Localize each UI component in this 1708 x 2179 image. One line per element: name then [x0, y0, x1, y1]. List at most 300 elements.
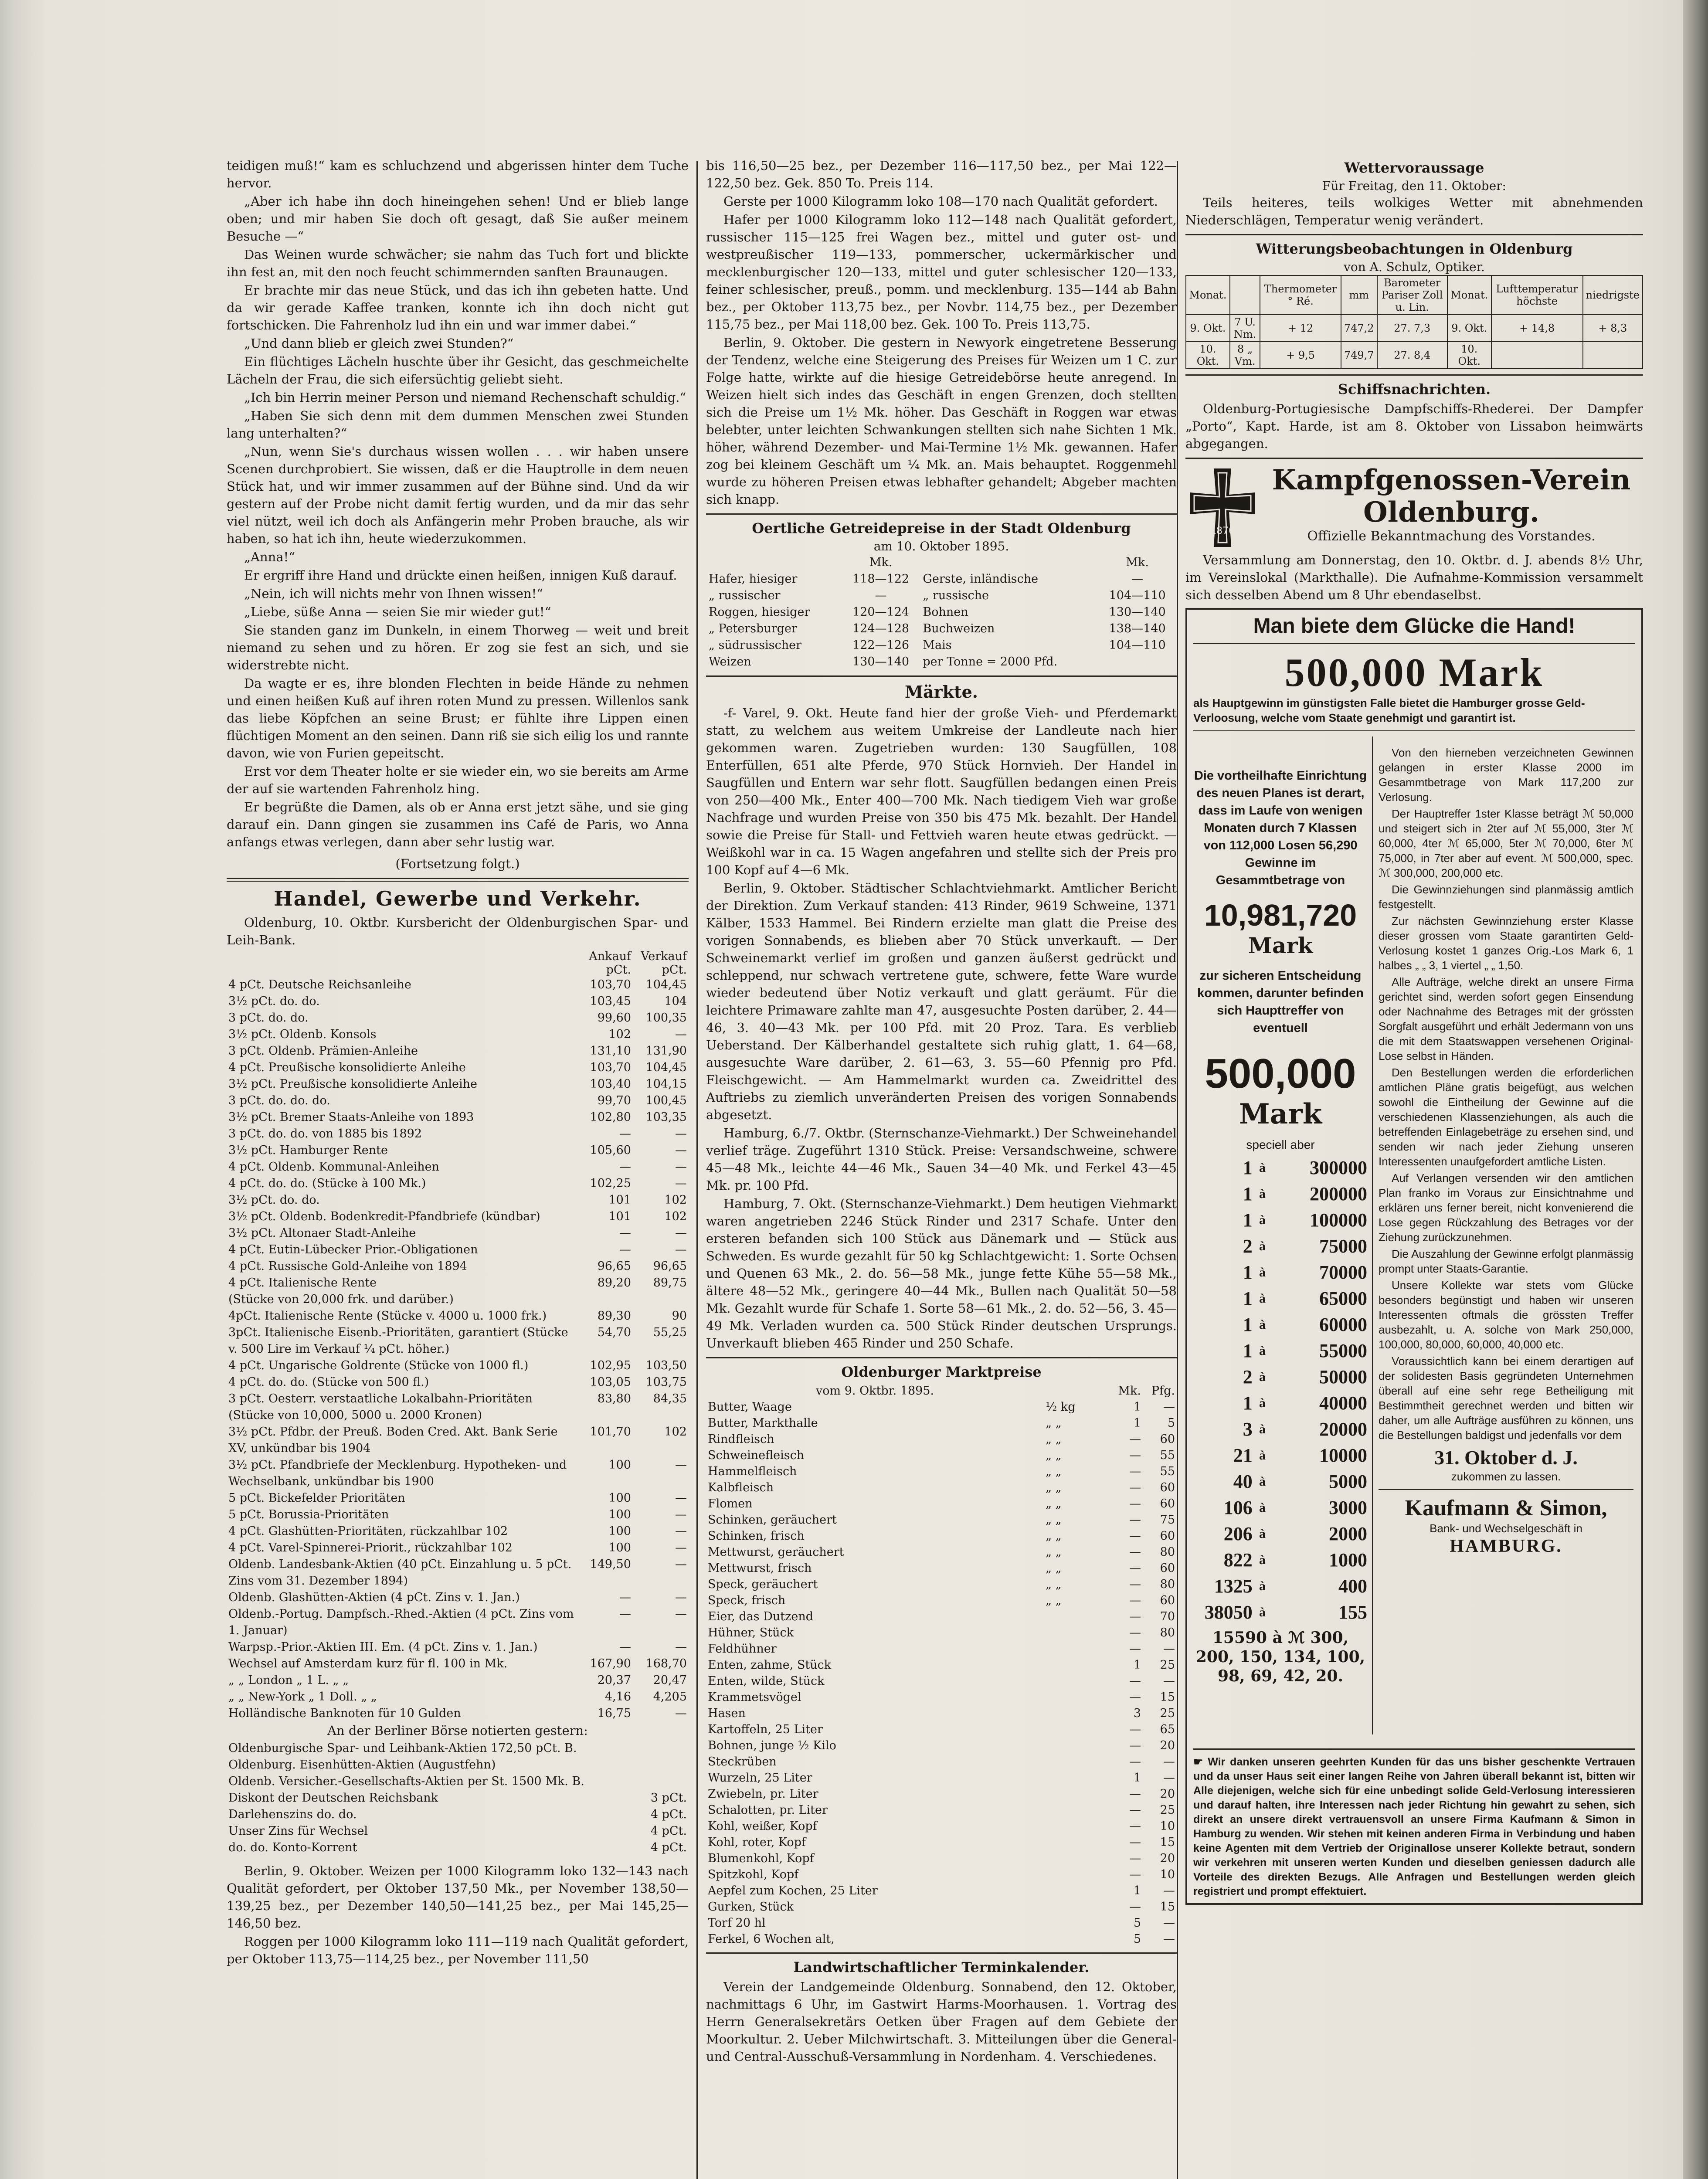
market-pfennig: — [1163, 1674, 1175, 1688]
column-rule-left [696, 161, 698, 2179]
market-item: Feldhühner [708, 1642, 777, 1656]
prize-at: à [1259, 1553, 1266, 1567]
market-item: Mettwurst, geräuchert [708, 1545, 844, 1559]
market-item: Schinken, geräuchert [708, 1513, 837, 1527]
prize-amount: 2000 [1329, 1523, 1367, 1544]
market-pfennig: 5 [1167, 1416, 1175, 1430]
grain-price: 120—124 [852, 605, 910, 619]
market-unit [1044, 1770, 1109, 1786]
market-mark: — [1129, 1545, 1141, 1559]
table-row [227, 1556, 689, 1589]
ad-rule [1379, 1489, 1633, 1490]
prize-amount: 75000 [1319, 1235, 1367, 1257]
market-pfennig: 75 [1160, 1513, 1175, 1527]
market-item: Krammetsvögel [708, 1690, 801, 1704]
quote-name: 4 pCt. Russische Gold-Anleihe von 1894 [228, 1259, 467, 1273]
prize-at: à [1259, 1474, 1266, 1489]
prize-count: 1 [1243, 1183, 1253, 1205]
market-report: Hamburg, 6./7. Oktbr. (Sternschanze-Viehmarkt.) Der Schweinehandel verlief träge. Zugeführt 1310 Stück. Preise: Versandschweine, schwere 45—48 Mk., leichte 44—46 Mk., Sauen 34—40 Mk. und Ferkel 43—45 Mk. pr. 100 Pfd. [706, 1126, 1177, 1193]
quote-buy: 100 [608, 1541, 631, 1554]
quote-buy: 101,70 [590, 1425, 631, 1439]
market-item: Mettwurst, frisch [708, 1561, 812, 1575]
table-row [706, 1592, 1177, 1609]
quote-name: 3 pCt. do. do. von 1885 bis 1892 [228, 1127, 422, 1140]
quote-name: Oldenb.-Portug. Dampfsch.-Rhed.-Aktien (4 pCt. Zins vom 1. Januar) [228, 1607, 574, 1637]
market-mark: — [1129, 1594, 1141, 1607]
market-mark: — [1129, 1852, 1141, 1865]
market-pfennig: — [1163, 1755, 1175, 1768]
quote-sell [633, 1291, 689, 1308]
table-row [706, 1641, 1177, 1657]
grain-price: 104—110 [1109, 638, 1166, 652]
table-row [1193, 1259, 1368, 1286]
prize-amount: 300000 [1310, 1157, 1367, 1178]
market-mark: 1 [1133, 1658, 1141, 1672]
market-unit [1044, 1689, 1109, 1705]
table-row [227, 1656, 689, 1672]
market-mark: 1 [1133, 1771, 1141, 1785]
prize-count: 206 [1223, 1523, 1253, 1544]
quote-sell: 104,15 [645, 1077, 687, 1091]
quote-name: 4pCt. Italienische Rente (Stücke v. 4000 u. 1000 frk.) [228, 1309, 547, 1323]
market-item: Speck, frisch [708, 1594, 786, 1607]
story-paragraph: „Ich bin Herrin meiner Person und niemand Rechenschaft schuldig.“ [244, 390, 686, 405]
market-pfennig: 15 [1160, 1690, 1175, 1704]
table-row [1193, 1233, 1368, 1259]
market-item: Bohnen, junge ½ Kilo [708, 1739, 836, 1752]
market-unit: „ „ [1046, 1545, 1062, 1559]
lottery-condition-paragraph: Den Bestellungen werden die erforderlichen amtlichen Pläne gratis beigefügt, aus welchen sowohl die Eintheilung der Gewinne auf die verschiedenen Klassenziehungen, als auch die betreffenden Einlagebeträge zu ersehen sind, und senden wir nach jeder Ziehung unseren Interessenten unaufgefordert amtliche Listen. [1379, 1066, 1633, 1168]
table-row [706, 1802, 1177, 1818]
quote-sell: — [675, 1591, 687, 1604]
grain-name: „ russische [923, 589, 989, 602]
grain-price: 130—140 [852, 655, 910, 669]
lottery-condition-paragraph: Zur nächsten Gewinnziehung erster Klasse dieser grossen vom Staate garantirten Geld-Verlosung kostet 1 ganzes Orig.-Los Mark 6, 1 halbes „ „ 3, 1 viertel „ „ 1,50. [1379, 914, 1633, 972]
table-row [227, 1840, 689, 1856]
grain-prices-heading: Oertliche Getreidepreise in der Stadt Oldenburg [752, 520, 1131, 536]
grain-name: „ russischer [709, 589, 781, 602]
commerce-heading: Handel, Gewerbe und Verkehr. [274, 887, 642, 910]
pointing-hand-icon: ☛ [1193, 1756, 1208, 1768]
table-row [706, 1721, 1177, 1738]
col-buy: Ankauf [589, 950, 631, 963]
prize-amount: 40000 [1319, 1392, 1367, 1414]
prize-at: à [1259, 1344, 1266, 1358]
berlin-note: An der Berliner Börse notierten gestern: [327, 1723, 588, 1738]
table-row [706, 1931, 1177, 1947]
quote-sell: — [675, 1458, 687, 1472]
prize-amount: 100000 [1310, 1209, 1367, 1231]
quote-buy: 99,70 [597, 1094, 631, 1107]
grain-paragraph: Hafer per 1000 Kilogramm loko 112—148 nach Qualität gefordert, russischer 115—125 frei Wagen bez., mittel und guter ost- und westpreußischer 119—133, pommerscher, uckermärkischer und mecklenburgischer 120—133, mittel und guter schlesischer 120—133, feiner schlesischer, preuß., pomm. und mecklenburg. 135—144 ab Bahn bez., per Oktober 113,75 bez., per Novbr. 114,75 bez., per Dezember 115,75 bez., per Mai 118,00 bez. Gek. 100 To. Preis 113,75. [706, 212, 1177, 332]
market-mark: — [1129, 1497, 1141, 1510]
table-row [227, 1823, 689, 1840]
market-pfennig: 20 [1160, 1787, 1175, 1801]
prize-at: à [1259, 1448, 1266, 1463]
quote-name: Warpsp.-Prior.-Aktien III. Em. (4 pCt. Zins v. 1. Jan.) [228, 1640, 538, 1654]
weather-cell: + 9,5 [1260, 342, 1341, 369]
market-unit: „ „ [1046, 1561, 1062, 1575]
market-unit [1044, 1786, 1109, 1802]
market-mark: — [1129, 1642, 1141, 1656]
market-prices-date: vom 9. Oktbr. 1895. [816, 1384, 934, 1398]
table-row [227, 1589, 689, 1606]
quote-sell: — [675, 1127, 687, 1140]
weather-col-header: Monat. [1447, 275, 1491, 315]
table-row [706, 1415, 1177, 1431]
prize-count: 2 [1243, 1366, 1253, 1388]
market-mark: 1 [1133, 1416, 1141, 1430]
market-mark: — [1129, 1561, 1141, 1575]
market-unit [1044, 1625, 1109, 1641]
market-pfennig: 20 [1160, 1739, 1175, 1752]
lottery-condition-paragraph: Die Auszahlung der Gewinne erfolgt planmässig prompt unter Staats-Garantie. [1379, 1247, 1633, 1275]
iron-cross-icon [1185, 464, 1260, 551]
lottery-right [1379, 737, 1633, 1557]
quote-buy: 101 [608, 1210, 631, 1223]
weather-cell: 9. Okt. [1186, 315, 1230, 342]
quote-name: Holländische Banknoten für 10 Gulden [228, 1707, 461, 1720]
market-mark: 3 [1133, 1707, 1141, 1720]
market-pfennig: 20 [1160, 1852, 1175, 1865]
lottery-deadline-note: zukommen zu lassen. [1451, 1470, 1561, 1483]
market-unit [1044, 1641, 1109, 1657]
grain-name: Bohnen [923, 605, 968, 619]
table-row [706, 1576, 1177, 1592]
veterans-title: Kampfgenossen-Verein [1272, 464, 1631, 496]
quote-buy: — [619, 1591, 631, 1604]
market-item: Rindfleisch [708, 1432, 774, 1446]
berlin-quotes-table [227, 1740, 689, 1856]
col-sell: Verkauf [641, 950, 687, 963]
quote-sell: 84,35 [653, 1392, 687, 1405]
quote-sell: 102 [664, 1210, 687, 1223]
market-mark: — [1129, 1432, 1141, 1446]
quote-buy: 100 [608, 1491, 631, 1505]
story-paragraph: Das Weinen wurde schwächer; sie nahm das Tuch fort und blickte ihn fest an, mit den noch feucht schimmernden sanften Braunaugen. [227, 247, 689, 279]
quote-name: 3½ pCt. Bremer Staats-Anleihe von 1893 [228, 1110, 474, 1124]
grain-name: Roggen, hiesiger [709, 605, 810, 619]
table-row [227, 1540, 689, 1556]
prize-count: 2 [1243, 1235, 1253, 1257]
table-row [706, 1705, 1177, 1721]
section-rule [706, 675, 1177, 677]
market-pfennig: 25 [1160, 1707, 1175, 1720]
market-item: Schinken, frisch [708, 1529, 805, 1543]
quote-buy: 149,50 [590, 1558, 631, 1571]
market-item: Zwiebeln, pr. Liter [708, 1787, 818, 1801]
lottery-big-prize: 500,000 [1205, 1050, 1356, 1097]
table-row [706, 1899, 1177, 1915]
market-item: Flomen [708, 1497, 753, 1510]
quote-buy: 103,70 [590, 978, 631, 991]
table-row [706, 1834, 1177, 1850]
quote-buy: 100 [608, 1524, 631, 1538]
serial-story [227, 157, 689, 872]
quote-sell: 103,35 [645, 1110, 687, 1124]
prize-at: à [1259, 1291, 1266, 1306]
weather-table [1185, 275, 1643, 369]
quote-name: 3½ pCt. do. do. [228, 1193, 320, 1207]
prize-amount: 400 [1338, 1575, 1367, 1597]
table-row [706, 1399, 1177, 1415]
story-paragraph: Er ergriff ihre Hand und drückte einen heißen, innigen Kuß darauf. [244, 568, 677, 583]
grain-paragraph: Berlin, 9. Oktober. Die gestern in Newyork eingetretene Besserung der Tendenz, welche eine Steigerung des Preises für Weizen um 1 C. zur Folge hatte, wirkte auf die hiesige Getreidebörse heute anregend. In Weizen hielt sich indes das Geschäft in engen Grenzen, doch stellten sich die Preise um 1½ Mk. höher. Das Geschäft in Roggen war etwas belebter, unter leichten Schwankungen stellten sich nahe Sichten 1 Mk. höher, während Dezember- und Mai-Termine 1½ Mk. gewannen. Hafer zog bei kleinem Geschäft um ¼ Mk. an. Mais behauptet. Roggenmehl wurde zu höheren Preisen etwas lebhafter gehandelt; Abgeber machten sich knapp. [706, 335, 1177, 507]
grain-name: Weizen [709, 655, 751, 669]
market-pfennig: 70 [1160, 1610, 1175, 1623]
weather-obs-sub: von A. Schulz, Optiker. [1344, 260, 1485, 274]
prize-amount: 1000 [1329, 1549, 1367, 1571]
prize-at: à [1259, 1187, 1266, 1201]
table-row [227, 1790, 689, 1806]
market-unit [1044, 1609, 1109, 1625]
market-pfennig: 25 [1160, 1658, 1175, 1672]
weather-header [1186, 275, 1643, 315]
market-item: Schalotten, pr. Liter [708, 1803, 828, 1817]
lottery-big-prize-unit: Mark [1239, 1098, 1322, 1130]
market-item: Kohl, roter, Kopf [708, 1836, 806, 1849]
table-row [1193, 1599, 1368, 1626]
table-row [227, 993, 689, 1010]
berlin-quote-name: Oldenburgische Spar- und Leihbank-Aktien 172,50 pCt. B. [228, 1741, 577, 1755]
table-row [227, 1308, 689, 1324]
quote-buy: 102,80 [590, 1110, 631, 1124]
weather-col-header: mm [1341, 275, 1377, 315]
lottery-plan-text: Die vortheilhafte Einrichtung des neuen Planes ist derart, dass im Laufe von wenigen Monaten durch 7 Klassen von 112,000 Losen 56,290 Gewinne im Gesammtbetrage von [1194, 769, 1367, 887]
story-paragraph: „Liebe, süße Anna — seien Sie mir wieder gut!“ [244, 604, 551, 619]
market-report: -f- Varel, 9. Okt. Heute fand hier der große Vieh- und Pferdemarkt statt, zu welchem aus weitem Umkreise der Landleute nach hier gekommen waren. Zugetrieben wurden: 130 Saugfüllen, 108 Enterfüllen, 651 alte Pferde, 970 Stück Hornvieh. Der Handel in Saugfüllen und Entern war sehr flott. Saugfüllen bedangen einen Preis von 250—400 Mk., Enter 400—700 Mk. Nach tiedigem Vieh war große Nachfrage und wurden Preise von 350 bis 475 Mk. bezahlt. Der Handel sowie die Preise für Stall- und Fettvieh waren heute etwas gedrückt. — Weißkohl war in ca. 15 Wagen angefahren und stellte sich der Preis pro 100 Kopf auf 4—6 Mk. [706, 706, 1177, 877]
weather-cell: 9. Okt. [1447, 315, 1491, 342]
quote-sell: 100,45 [645, 1094, 687, 1107]
unit-label: pCt. [662, 963, 687, 977]
quote-name: 3½ pCt. Oldenb. Bodenkredit-Pfandbriefe (kündbar) [228, 1210, 540, 1223]
market-item: Kartoffeln, 25 Liter [708, 1723, 823, 1736]
market-unit: „ „ [1046, 1529, 1062, 1543]
quote-sell: 168,70 [645, 1657, 687, 1670]
quote-name: 3½ pCt. Hamburger Rente [228, 1144, 388, 1157]
quotes-header [227, 950, 689, 963]
lottery-footer [1193, 1755, 1635, 1899]
weather-cell [1491, 342, 1583, 369]
quote-buy: 103,40 [590, 1077, 631, 1091]
table-row [706, 1770, 1177, 1786]
quote-buy: 20,37 [597, 1673, 631, 1687]
lottery-total-unit: Mark [1248, 933, 1313, 958]
quote-sell: 20,47 [653, 1673, 687, 1687]
table-row [227, 1291, 689, 1308]
quote-sell: — [675, 1640, 687, 1654]
market-pfennig: 55 [1160, 1465, 1175, 1478]
grain-name: Buchweizen [923, 622, 995, 635]
table-row [227, 1093, 689, 1109]
table-row [227, 1142, 689, 1159]
table-row [706, 654, 1177, 670]
agri-calendar-heading: Landwirtschaftlicher Terminkalender. [793, 1959, 1090, 1975]
prize-count: 1 [1243, 1209, 1253, 1231]
weather-forecast-date: Für Freitag, den 11. Oktober: [1322, 179, 1506, 193]
market-pfennig: — [1163, 1884, 1175, 1897]
table-row [706, 571, 1177, 587]
stock-quotes-table [227, 950, 689, 1722]
grain-name: „ Petersburger [709, 622, 797, 635]
market-mark: — [1129, 1819, 1141, 1833]
quote-sell: 104 [664, 994, 687, 1008]
veterans-title-city: Oldenburg. [1363, 496, 1540, 529]
quote-buy: — [619, 1160, 631, 1174]
ship-news-text: Oldenburg-Portugiesische Dampfschiffs-Rhederei. Der Dampfer „Porto“, Kapt. Harde, ist am 8. Oktober von Lissabon heimwärts abgegangen. [1185, 401, 1643, 451]
cross-year: 1870 [1210, 526, 1235, 536]
table-row [227, 1374, 689, 1391]
table-row [706, 1657, 1177, 1673]
grain-prices-table [706, 554, 1177, 670]
market-report: Berlin, 9. Oktober. Städtischer Schlachtviehmarkt. Amtlicher Bericht der Direktion. Zum Verkauf standen: 413 Rinder, 9619 Schweine, 1371 Kälber, 1533 Hammel. Bei Rindern erzielte man glatt die Preise des vorigen Sonnabends, es blieben aber 70 Stück unverkauft. — Der Schweinemarkt verlief im großen und ganzen äußerst gedrückt und schleppend, nur schwach vertretene gute, schwere, fette Ware wurde wieder bedeutend über Notiz verkauft und glatt geräumt. Für die leichtere Primaware zahlte man 47, ausgesuchte Posten darüber, 2. 44—46, 3. 40—43 Mk. per 100 Pfd. mit 20 Proz. Tara. Es verblieb Ueberstand. Der Kälberhandel gestaltete sich ruhig glatt, 1. 64—68, ausgesuchte Ware darüber, 2. 61—63, 3. 55—60 Pfennig pro Pfd. Fleischgewicht. — Am Hammelmarkt wurden ca. Zweidrittel des Auftriebs zu ziemlich unveränderten Preisen des vorigen Sonnabends abgesetzt. [706, 881, 1177, 1122]
table-row [227, 1740, 689, 1757]
market-pfennig: 60 [1160, 1594, 1175, 1607]
table-row [706, 1512, 1177, 1528]
prize-count: 1 [1243, 1392, 1253, 1414]
table-row [706, 1883, 1177, 1899]
firm-desc: Bank- und Wechselgeschäft in [1430, 1522, 1582, 1535]
table-row [706, 621, 1177, 637]
market-mark: — [1129, 1755, 1141, 1768]
quote-name: (Stücke von 20,000 frk. und darüber.) [228, 1293, 454, 1306]
weather-cell: 8 „ Vm. [1230, 342, 1260, 369]
section-rule [1185, 234, 1643, 235]
quote-name: 3½ pCt. Oldenb. Konsols [228, 1028, 377, 1041]
weather-col-header: Monat. [1186, 275, 1230, 315]
grain-paragraph: Gerste per 1000 Kilogramm loko 108—170 nach Qualität gefordert. [723, 194, 1158, 209]
prize-count: 1325 [1214, 1575, 1253, 1597]
table-row [706, 1738, 1177, 1754]
quote-name: 3½ pCt. do. do. [228, 994, 320, 1008]
prize-amount: 65000 [1319, 1288, 1367, 1309]
ad-rule [1193, 1748, 1635, 1750]
continuation-note: (Fortsetzung folgt.) [395, 856, 520, 871]
story-paragraph: Erst vor dem Theater holte er sie wieder ein, wo sie bereits am Arme der auf sie wartenden Fahrenholz hing. [227, 764, 689, 796]
market-pfennig: 60 [1160, 1481, 1175, 1494]
market-pfennig: — [1163, 1642, 1175, 1656]
section-rule [1185, 374, 1643, 376]
market-item: Steckrüben [708, 1755, 777, 1768]
column-1 [227, 157, 689, 2179]
lottery-condition-paragraph: Die Gewinnziehungen sind planmässig amtlich festgestellt. [1379, 883, 1633, 911]
table-row [706, 1496, 1177, 1512]
weather-cell: 7 U. Nm. [1230, 315, 1260, 342]
column-rule-right [1177, 161, 1178, 2179]
quote-name: Oldenb. Landesbank-Aktien (40 pCt. Einzahlung u. 5 pCt. Zins vom 31. Dezember 1894) [228, 1558, 572, 1588]
berlin-quote-value: 4 pCt. [650, 1824, 687, 1838]
quote-buy: 105,60 [590, 1144, 631, 1157]
market-item: Ferkel, 6 Wochen alt, [708, 1932, 835, 1946]
market-item: Hasen [708, 1707, 746, 1720]
market-mark: — [1129, 1674, 1141, 1688]
berlin-quote-name: Oldenburg. Eisenhütten-Aktien (Augustfehn) [228, 1758, 496, 1772]
berlin-quote-value [633, 1757, 689, 1773]
quote-name: 5 pCt. Bickefelder Prioritäten [228, 1491, 405, 1505]
firm-name: Kaufmann & Simon, [1405, 1496, 1607, 1521]
quote-name: „ „ New-York „ 1 Doll. „ „ [228, 1690, 377, 1704]
quote-buy: 89,30 [597, 1309, 631, 1323]
prize-count: 822 [1223, 1549, 1253, 1571]
quote-name: 3 pCt. do. do. do. [228, 1094, 330, 1107]
prize-at: à [1259, 1605, 1266, 1619]
table-row [227, 1672, 689, 1689]
weather-cell: + 14,8 [1491, 315, 1583, 342]
market-item: Torf 20 hl [708, 1916, 766, 1930]
story-paragraph: „Und dann blieb er gleich zwei Stunden?“ [244, 336, 514, 351]
market-unit: „ „ [1046, 1594, 1062, 1607]
quote-name: 5 pCt. Borussia-Prioritäten [228, 1508, 389, 1521]
quote-sell: 100,35 [645, 1011, 687, 1025]
table-row [706, 1754, 1177, 1770]
lottery-condition-paragraph: Unsere Kollekte war stets vom Glücke besonders begünstigt und haben wir unseren Interessenten oftmals die grössten Treffer ausbezahlt, u. A. solche von Mark 250,000, 100,000, 80,000, 60,000, 40,000 etc. [1379, 1279, 1633, 1351]
table-row [1193, 1364, 1368, 1390]
table-row [227, 1507, 689, 1523]
berlin-rye: Roggen per 1000 Kilogramm loko 111—119 nach Qualität gefordert, per Oktober 113,75—114,25 bez., per November 111,50 [227, 1934, 689, 1966]
table-row [227, 1225, 689, 1242]
quote-buy: 100 [608, 1508, 631, 1521]
table-row [227, 1705, 689, 1722]
table-row [1193, 1312, 1368, 1338]
prize-amount: 5000 [1329, 1471, 1367, 1492]
prize-at: à [1259, 1527, 1266, 1541]
weather-forecast-heading: Wettervoraussage [1344, 160, 1484, 176]
quote-buy: — [619, 1127, 631, 1140]
quote-buy: 102,25 [590, 1177, 631, 1190]
weather-cell: 27. 8,4 [1377, 342, 1447, 369]
table-row [227, 1258, 689, 1275]
grain-price [1098, 654, 1177, 670]
lottery-conditions [1379, 745, 1633, 1442]
weather-cell: + 8,3 [1583, 315, 1643, 342]
table-row [227, 1126, 689, 1142]
prize-at: à [1259, 1213, 1266, 1227]
quote-sell: 89,75 [653, 1276, 687, 1290]
story-paragraph: „Anna!“ [244, 550, 295, 564]
quote-buy: — [619, 1226, 631, 1240]
table-row [227, 1424, 689, 1457]
quote-buy: 101 [608, 1193, 631, 1207]
market-pfennig: — [1163, 1771, 1175, 1785]
quote-name: 4 pCt. Ungarische Goldrente (Stücke von 1000 fl.) [228, 1359, 529, 1372]
table-row [706, 1463, 1177, 1480]
table-row [227, 1606, 689, 1639]
market-unit [1044, 1673, 1109, 1689]
market-item: Butter, Markthalle [708, 1416, 818, 1430]
section-rule [227, 878, 689, 879]
table-row [1193, 1207, 1368, 1233]
market-mark: — [1129, 1578, 1141, 1591]
table-row [227, 1689, 689, 1705]
grain-price: 130—140 [1109, 605, 1166, 619]
quote-sell: — [675, 1558, 687, 1571]
table-row [706, 1528, 1177, 1544]
quote-sell: 96,65 [653, 1259, 687, 1273]
story-paragraph: Sie standen ganz im Dunkeln, in einem Thorweg — weit und breit niemand zu sehen und zu hören. Er zog sie fest an sich, und sie widerstrebte nicht. [227, 623, 689, 672]
quote-name: 4 pCt. Eutin-Lübecker Prior.-Obligationen [228, 1243, 478, 1256]
market-unit [1044, 1657, 1109, 1673]
weather-body [1186, 315, 1643, 369]
grain-prices-date: am 10. Oktober 1895. [873, 539, 1009, 553]
market-unit [1044, 1850, 1109, 1867]
grain-price: 122—126 [852, 638, 910, 652]
market-pfennig: 15 [1160, 1836, 1175, 1849]
table-row [227, 1192, 689, 1208]
prize-at: à [1259, 1396, 1266, 1410]
weather-cell: 749,7 [1341, 342, 1377, 369]
market-mark: — [1129, 1900, 1141, 1914]
weather-col-header: Thermometer ° Ré. [1260, 275, 1341, 315]
